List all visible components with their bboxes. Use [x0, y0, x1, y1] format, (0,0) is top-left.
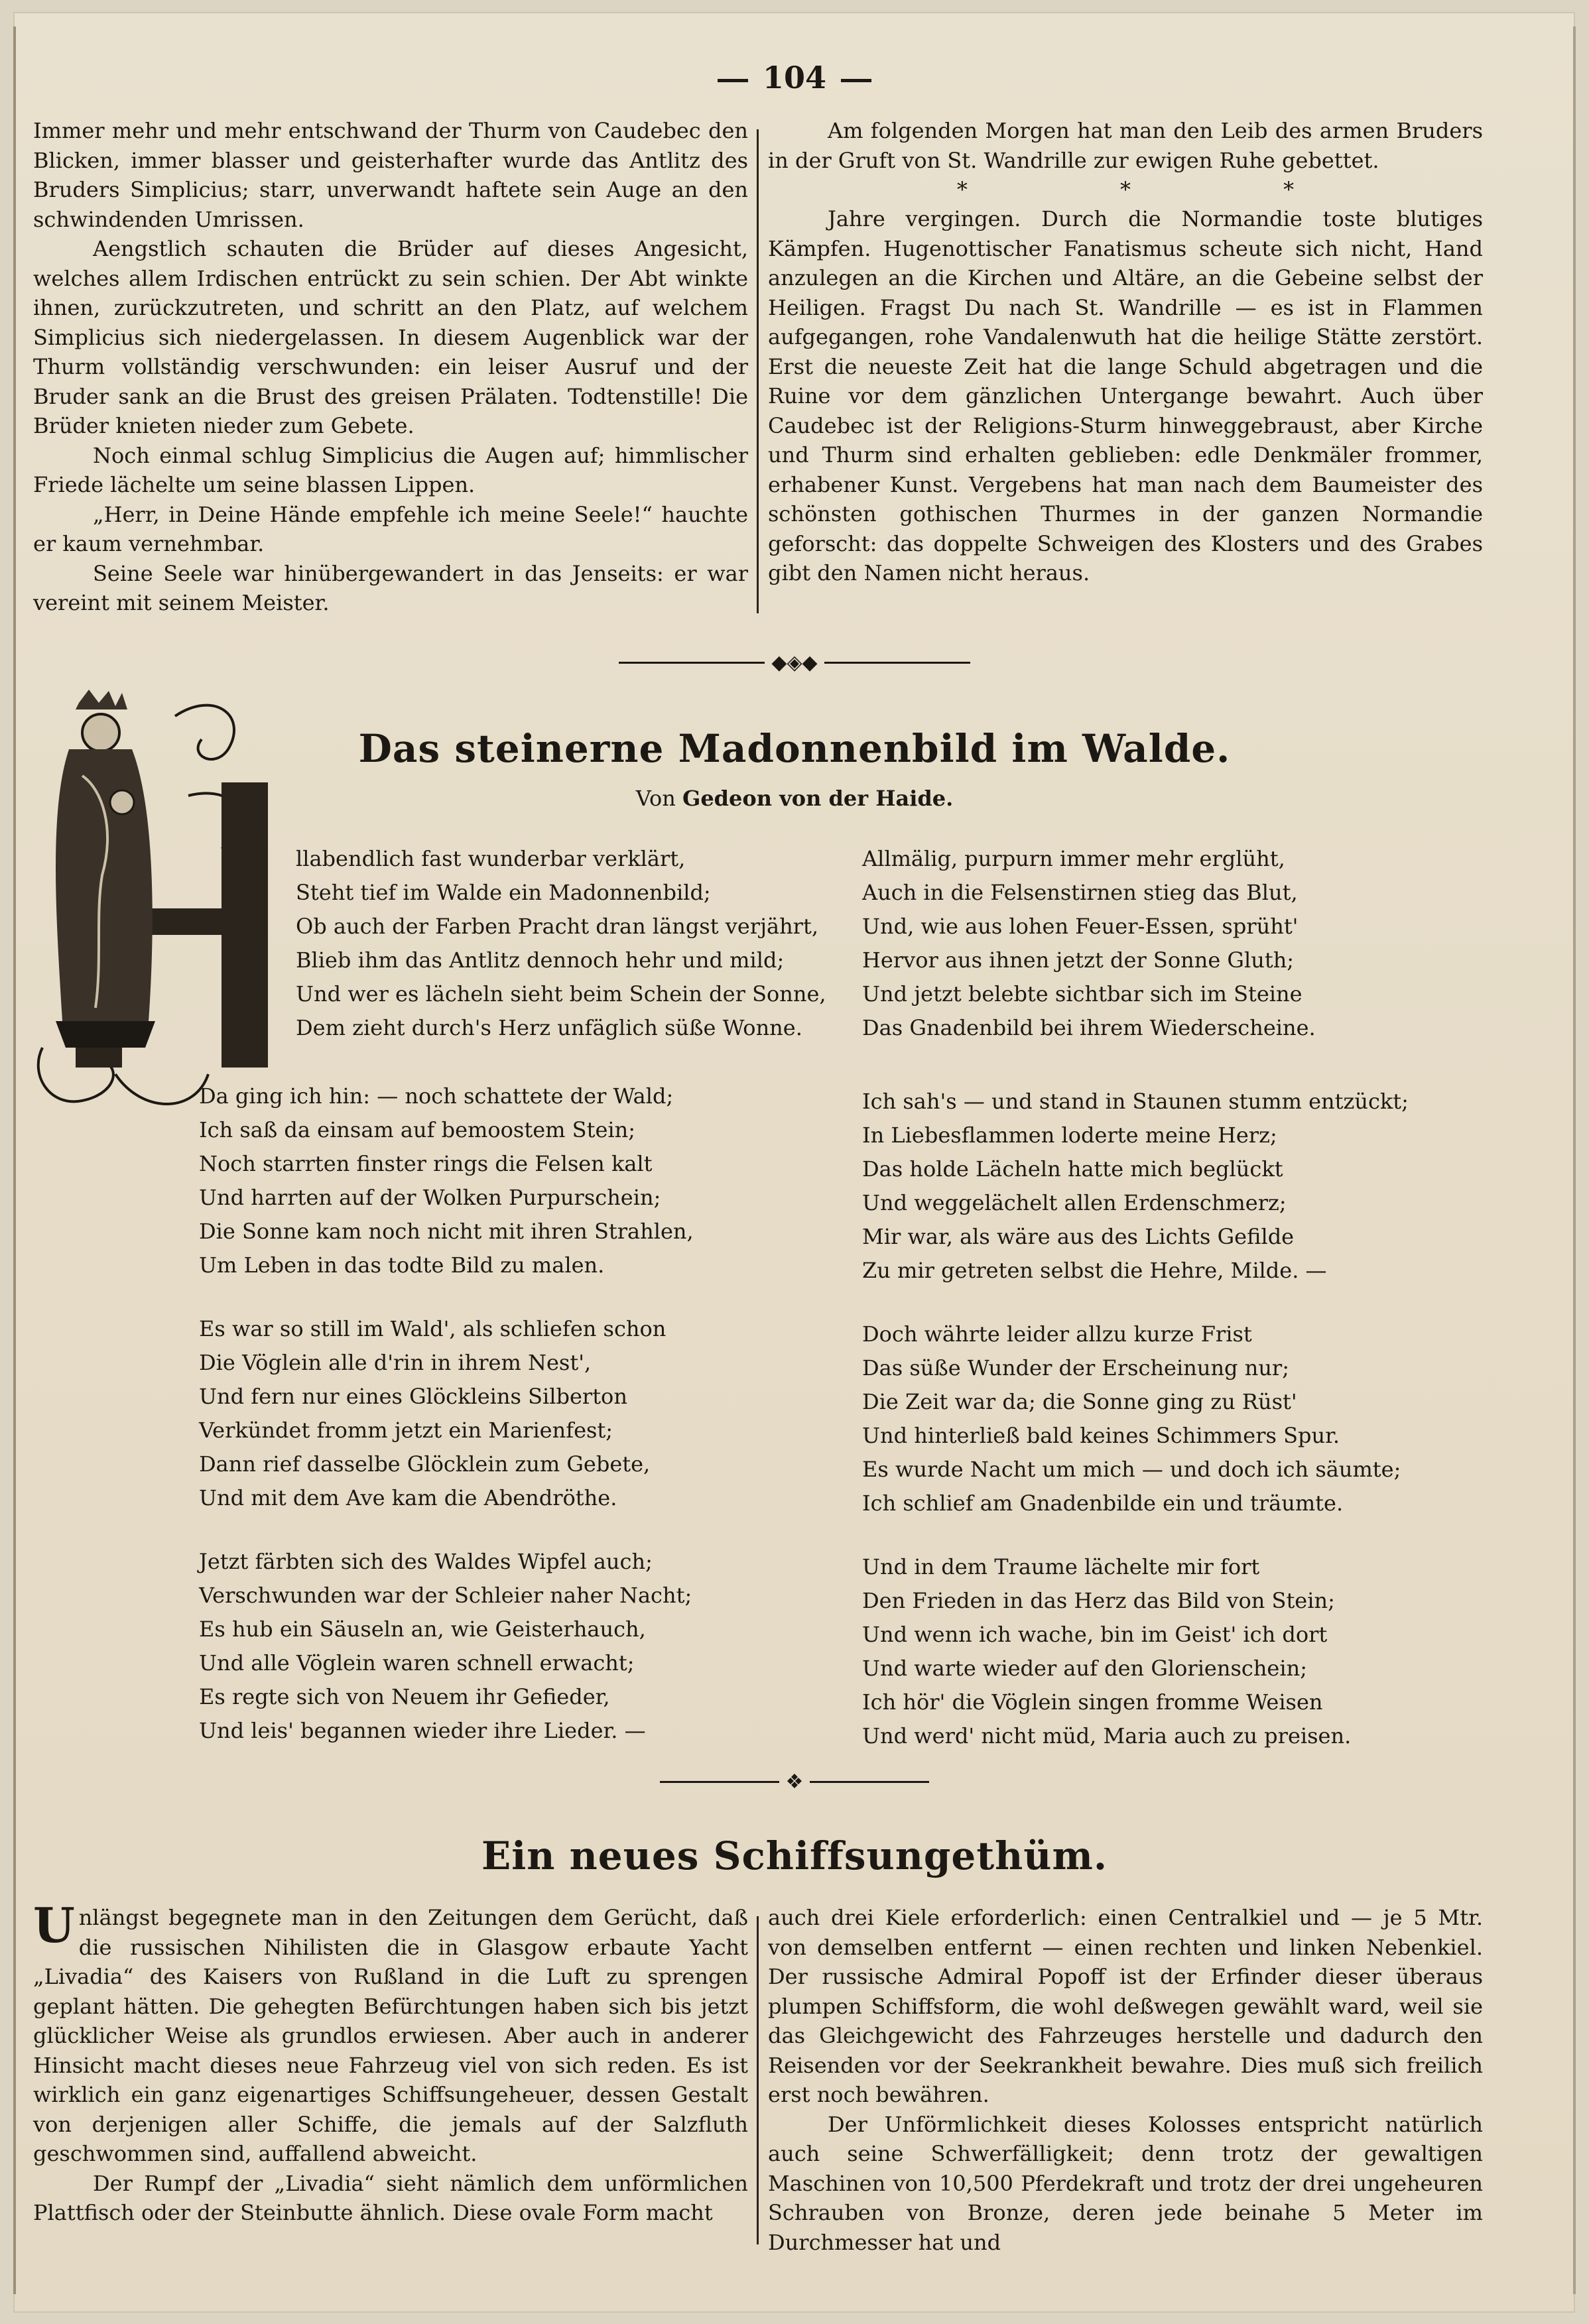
- page-edge-right: [1573, 27, 1576, 2294]
- top-article-right-column: [768, 116, 1483, 588]
- paragraph: Aengstlich schauten die Brüder auf dieses Angesicht, welches allem Irdischen entrückt zu sein schien. Der Abt winkte ihnen, zurückzutreten, und schritt an den Platz, auf welchem Simplicius sich niedergelassen. In diesem Augenblick war der Thurm vollständig verschwunden: ein leiser Ausruf und der Bruder sank an die Brust des greisen Prälaten. Todtenstille! Die Brüder knieten nieder zum Gebete.: [33, 236, 748, 438]
- poem-right-column: [862, 842, 1459, 1783]
- poem-stanza: [296, 842, 826, 1045]
- poem-line: Noch starrten finster rings die Felsen kalt: [199, 1151, 653, 1176]
- poem-line: Und leis' begannen wieder ihre Lieder. —: [199, 1718, 646, 1743]
- ornamental-rule: [0, 1770, 1589, 1794]
- paragraph: Am folgenden Morgen hat man den Leib des armen Bruders in der Gruft von St. Wandrille zur ewigen Ruhe gebettet.: [768, 118, 1483, 173]
- byline-prefix: Von: [635, 786, 676, 811]
- page-number-value: 104: [762, 60, 827, 95]
- poem-line: Und weggelächelt allen Erdenschmerz;: [862, 1190, 1287, 1215]
- poem-line: Steht tief im Walde ein Madonnenbild;: [296, 880, 711, 905]
- poem-stanza: [862, 1085, 1459, 1288]
- paragraph: „Herr, in Deine Hände empfehle ich meine Seele!“ hauchte er kaum vernehmbar.: [33, 501, 748, 556]
- poem-stanza: [862, 1317, 1459, 1520]
- page-number: [0, 60, 1589, 95]
- page-edge-left: [13, 27, 16, 2294]
- poem-line: Dann rief dasselbe Glöcklein zum Gebete,: [199, 1451, 651, 1477]
- top-article-left-column: [33, 116, 748, 618]
- poem-line: Und jetzt belebte sichtbar sich im Steine: [862, 981, 1303, 1007]
- poem-line: llabendlich fast wunderbar verklärt,: [296, 846, 686, 871]
- initial-letter-stem-right: [222, 782, 268, 1068]
- poem-line: Das süße Wunder der Erscheinung nur;: [862, 1355, 1289, 1380]
- poem-left-column-lower: [199, 1079, 730, 1778]
- madonna-figure: [56, 690, 155, 1048]
- page-number-dash-right: [841, 79, 871, 82]
- paragraph: Der Unförmlichkeit dieses Kolosses entspricht natürlich auch seine Schwerfälligkeit; denn trotz der gewaltigen Maschinen von 10,500 Pferdekraft und trotz der drei ungeheuren Schrauben von Bronze, deren jede beinahe 5 Meter im Durchmesser hat und: [768, 2111, 1483, 2255]
- poem-line: Und wer es lächeln sieht beim Schein der Sonne,: [296, 981, 826, 1007]
- poem-stanza: [862, 842, 1459, 1045]
- ornament-line-left: [619, 662, 765, 664]
- poem-title: Das steinerne Madonnenbild im Walde.: [358, 726, 1231, 771]
- paragraph: Jahre vergingen. Durch die Normandie toste blutiges Kämpfen. Hugenottischer Fanatismus scheute sich nicht, Hand anzulegen an die Kirchen und Altäre, an die Gebeine selbst der Heiligen. Fragst Du nach St. Wandrille — es ist in Flammen aufgegangen, rohe Vandalenwuth hat die heilige Stätte zerstört. Erst die neueste Zeit hat die lange Schuld abgetragen und die Ruine vor dem gänzlichen Untergange bewahrt. Auch über Caudebec ist der Religions-Sturm hinweggebraust, aber Kirche und Thurm sind erhalten geblieben: edle Denkmäler frommer, erhabener Kunst. Vergebens hat man nach dem Baumeister des schönsten gothischen Thurmes in der ganzen Normandie geforscht: das doppelte Schweigen des Klosters und des Grabes gibt den Namen nicht heraus.: [768, 206, 1483, 585]
- poem-line: Blieb ihm das Antlitz dennoch hehr und mild;: [296, 948, 785, 973]
- ornament-line-left: [660, 1781, 779, 1783]
- poem-line: Den Frieden in das Herz das Bild von Stein;: [862, 1588, 1335, 1613]
- section-asterisks: * * *: [956, 177, 1367, 202]
- paragraph-text: nlängst begegnete man in den Zeitungen dem Gerücht, daß die russischen Nihilisten die in Glasgow erbaute Yacht „Livadia“ des Kaisers von Rußland in die Luft zu sprengen geplant hätten. Die gehegten Befürchtungen haben sich bis jetzt glücklicher Weise als grundlos erwiesen. Aber auch in anderer Hinsicht macht dieses neue Fahrzeug viel von sich reden. Es ist wirklich ein ganz eigenartiges Schiffsungeheuer, dessen Gestalt von derjenigen aller Schiffe, die jemals auf der Salzfluth geschwommen sind, auffallend abweicht.: [33, 1905, 748, 2166]
- paragraph: Seine Seele war hinübergewandert in das Jenseits: er war vereint mit seinem Meister.: [33, 560, 748, 615]
- paragraph: Noch einmal schlug Simplicius die Augen auf; himmlischer Friede lächelte um seine blassen Lippen.: [33, 442, 748, 497]
- poem-author: Gedeon von der Haide.: [682, 786, 954, 811]
- ship-article-left-column: [33, 1897, 748, 2228]
- poem-stanza: [199, 1312, 730, 1515]
- ship-article-right-column: [768, 1903, 1483, 2257]
- poem-line: Da ging ich hin: — noch schattete der Wald;: [199, 1083, 674, 1109]
- poem-stanza: [199, 1079, 730, 1282]
- poem-line: Das holde Lächeln hatte mich beglückt: [862, 1156, 1283, 1182]
- poem-line: Das Gnadenbild bei ihrem Wiederscheine.: [862, 1015, 1316, 1040]
- poem-line: Verkündet fromm jetzt ein Marienfest;: [199, 1418, 613, 1443]
- poem-line: Es regte sich von Neuem ihr Gefieder,: [199, 1684, 610, 1709]
- poem-line: Jetzt färbten sich des Waldes Wipfel auch;: [199, 1549, 653, 1574]
- poem-line: Ich schlief am Gnadenbilde ein und träumte.: [862, 1491, 1344, 1516]
- poem-line: Und hinterließ bald keines Schimmers Spur.: [862, 1423, 1340, 1448]
- poem-line: Verschwunden war der Schleier naher Nacht;: [199, 1583, 692, 1608]
- ornamental-rule: [0, 651, 1589, 674]
- poem-line: Um Leben in das todte Bild zu malen.: [199, 1253, 605, 1278]
- poem-line: Und in dem Traume lächelte mir fort: [862, 1554, 1260, 1579]
- poem-stanza: [862, 1550, 1459, 1753]
- poem-line: Und wenn ich wache, bin im Geist' ich dort: [862, 1622, 1328, 1647]
- drop-cap: U: [33, 1897, 75, 1953]
- ornament-line-right: [810, 1781, 929, 1783]
- madonna-initial-illustration: [23, 676, 288, 1127]
- poem-left-column: [296, 842, 826, 1085]
- poem-line: Ob auch der Farben Pracht dran längst verjährt,: [296, 914, 818, 939]
- poem-line: Die Zeit war da; die Sonne ging zu Rüst': [862, 1389, 1297, 1414]
- paragraph: auch drei Kiele erforderlich: einen Centralkiel und — je 5 Mtr. von demselben entfernt — einen rechten und linken Nebenkiel. Der russische Admiral Popoff ist der Erfinder dieser überaus plumpen Schiffsform, die wohl deßwegen gewählt ward, weil sie das Gleichgewicht des Fahrzeuges herstelle und dadurch den Reisenden vor der Seekrankheit bewahre. Dies muß sich freilich erst noch bewähren.: [768, 1905, 1483, 2107]
- poem-line: Und werd' nicht müd, Maria auch zu preisen.: [862, 1723, 1352, 1748]
- poem-line: Ich sah's — und stand in Staunen stumm entzückt;: [862, 1089, 1409, 1114]
- poem-line: Es war so still im Wald', als schliefen schon: [199, 1316, 667, 1341]
- paragraph: [33, 1897, 748, 2169]
- column-divider: [757, 1916, 759, 2244]
- article-title: Ein neues Schiffsungethüm.: [481, 1833, 1108, 1878]
- poem-line: Und fern nur eines Glöckleins Silberton: [199, 1384, 627, 1409]
- ornament-scroll: [115, 1074, 208, 1104]
- poem-line: In Liebesflammen loderte meine Herz;: [862, 1123, 1277, 1148]
- poem-stanza: [199, 1545, 730, 1748]
- poem-line: Es wurde Nacht um mich — und doch ich säumte;: [862, 1457, 1401, 1482]
- ornament-diamond: ◆◈◆: [771, 651, 818, 674]
- ornament-diamond: ❖: [785, 1770, 804, 1794]
- poem-line: Und mit dem Ave kam die Abendröthe.: [199, 1485, 617, 1510]
- poem-line: Und, wie aus lohen Feuer-Essen, sprüht': [862, 914, 1299, 939]
- poem-line: Zu mir getreten selbst die Hehre, Milde. —: [862, 1258, 1327, 1283]
- column-divider: [757, 129, 759, 613]
- poem-line: Hervor aus ihnen jetzt der Sonne Gluth;: [862, 948, 1295, 973]
- poem-line: Allmälig, purpurn immer mehr erglüht,: [862, 846, 1285, 871]
- poem-line: Und alle Vöglein waren schnell erwacht;: [199, 1650, 635, 1676]
- poem-line: Es hub ein Säuseln an, wie Geisterhauch,: [199, 1617, 646, 1642]
- poem-line: Und harrten auf der Wolken Purpurschein;: [199, 1185, 661, 1210]
- poem-line: Doch währte leider allzu kurze Frist: [862, 1321, 1252, 1347]
- page-number-dash-left: [718, 79, 748, 82]
- poem-line: Und warte wieder auf den Glorienschein;: [862, 1656, 1307, 1681]
- paragraph: Immer mehr und mehr entschwand der Thurm von Caudebec den Blicken, immer blasser und geisterhafter wurde das Antlitz des Bruders Simplicius; starr, unverwandt haftete sein Auge an den schwindenden Umrissen.: [33, 118, 748, 232]
- poem-line: Ich hör' die Vöglein singen fromme Weisen: [862, 1689, 1323, 1715]
- poem-line: Die Vöglein alle d'rin in ihrem Nest',: [199, 1350, 592, 1375]
- ornament-scroll: [175, 705, 234, 759]
- paragraph: Der Rumpf der „Livadia“ sieht nämlich dem unförmlichen Plattfisch oder der Steinbutte ähnlich. Diese ovale Form macht: [33, 2170, 748, 2225]
- ornament-line-right: [824, 662, 970, 664]
- poem-line: Dem zieht durch's Herz unfäglich süße Wonne.: [296, 1015, 802, 1040]
- poem-line: Auch in die Felsenstirnen stieg das Blut,: [862, 880, 1298, 905]
- poem-line: Die Sonne kam noch nicht mit ihren Strahlen,: [199, 1219, 694, 1244]
- poem-line: Ich saß da einsam auf bemoostem Stein;: [199, 1117, 635, 1142]
- poem-line: Mir war, als wäre aus des Lichts Gefilde: [862, 1224, 1295, 1249]
